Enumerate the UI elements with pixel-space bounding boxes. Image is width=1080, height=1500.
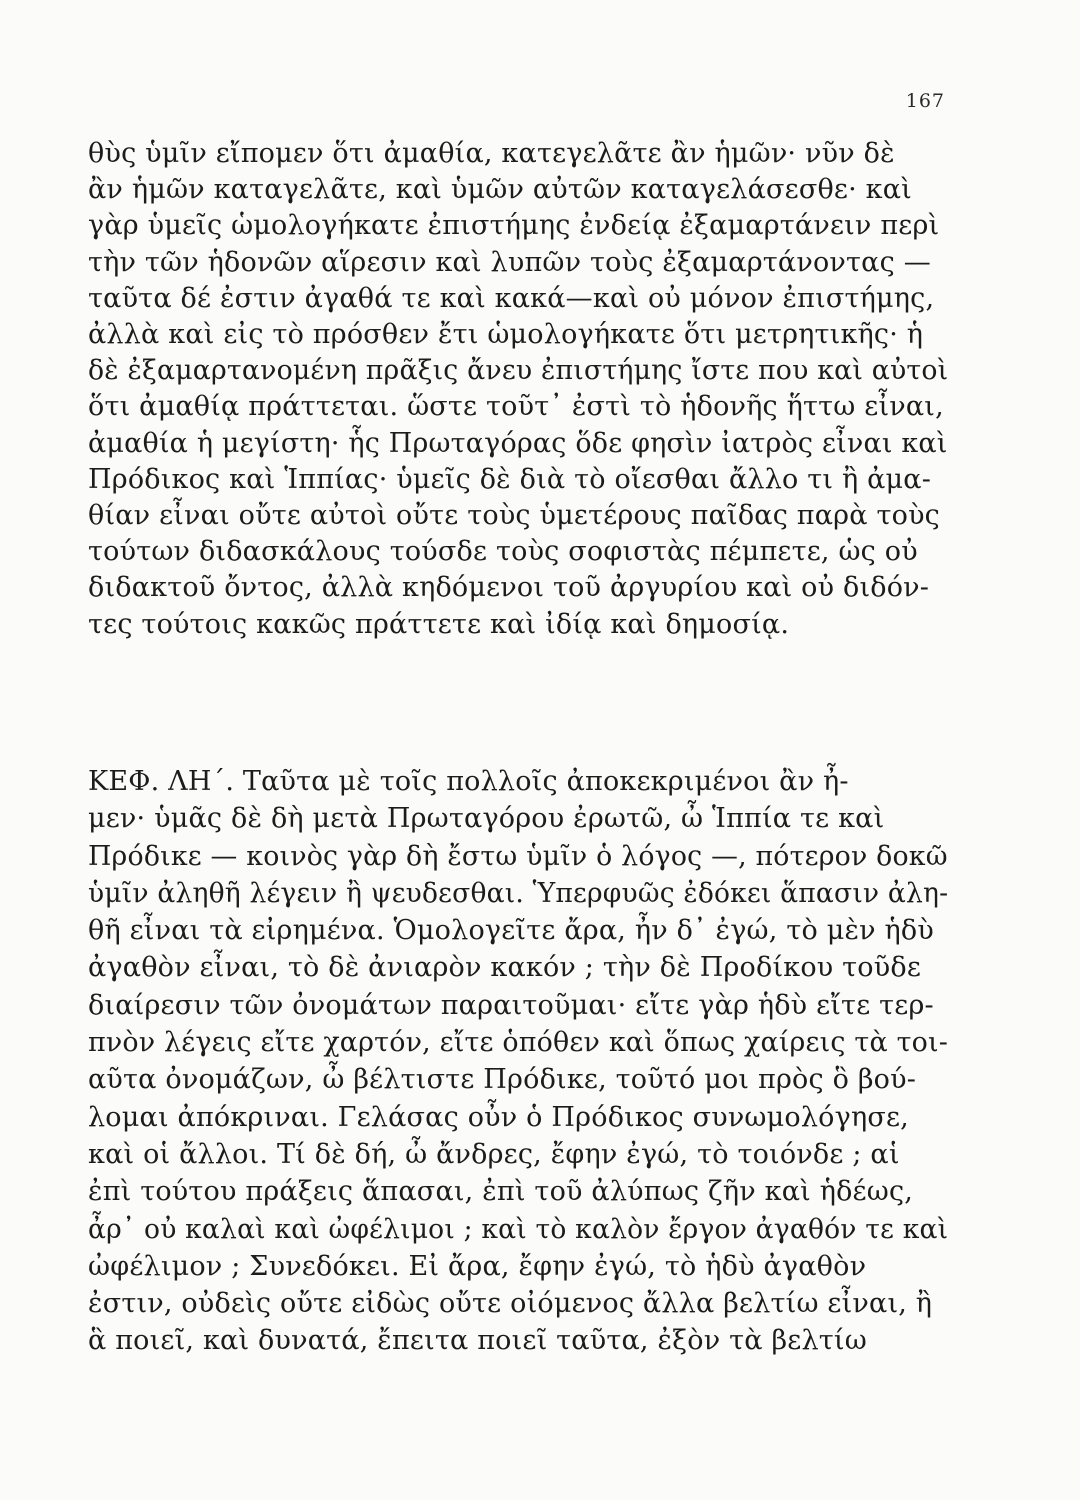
text-line: ἂν ἡμῶν καταγελᾶτε, καὶ ὑμῶν αὐτῶν καταγελάσεσθε· καὶ bbox=[88, 174, 912, 206]
text-line: ἆρ᾽ οὐ καλαὶ καὶ ὠφέλιμοι ; καὶ τὸ καλὸν ἔργον ἀγαθόν τε καὶ bbox=[88, 1213, 949, 1245]
paragraph-chapter-38 bbox=[88, 763, 948, 1360]
text-line: καὶ οἱ ἄλλοι. Τί δὲ δή, ὦ ἄνδρες, ἔφην ἐγώ, τὸ τοιόνδε ; αἱ bbox=[88, 1138, 900, 1170]
text-line: ἃ ποιεῖ, καὶ δυνατά, ἔπειτα ποιεῖ ταῦτα, ἐξὸν τὰ βελτίω bbox=[88, 1325, 867, 1357]
text-line: ΚΕΦ. ΛΗ΄. Ταῦτα μὲ τοῖς πολλοῖς ἀποκεκριμένοι ἂν ἦ- bbox=[88, 766, 849, 797]
text-line: Πρόδικε — κοινὸς γὰρ δὴ ἔστω ὑμῖν ὁ λόγος —, πότερον δοκῶ bbox=[88, 840, 948, 872]
text-line: ἐπὶ τούτου πράξεις ἅπασαι, ἐπὶ τοῦ ἀλύπως ζῆν καὶ ἡδέως, bbox=[88, 1176, 914, 1208]
text-line: τες τούτοις κακῶς πράττετε καὶ ἰδίᾳ καὶ δημοσίᾳ. bbox=[88, 608, 790, 640]
text-line: διδακτοῦ ὄντος, ἀλλὰ κηδόμενοι τοῦ ἀργυρίου καὶ οὐ διδόν- bbox=[88, 572, 930, 604]
text-line: ὠφέλιμον ; Συνεδόκει. Εἰ ἄρα, ἔφην ἐγώ, τὸ ἡδὺ ἀγαθὸν bbox=[88, 1250, 867, 1282]
text-line: ἀλλὰ καὶ εἰς τὸ πρόσθεν ἔτι ὡμολογήκατε ὅτι μετρητικῆς· ἡ bbox=[88, 319, 924, 351]
text-line: λομαι ἀπόκριναι. Γελάσας οὖν ὁ Πρόδικος συνωμολόγησε, bbox=[88, 1101, 909, 1133]
text-line: ὅτι ἀμαθίᾳ πράττεται. ὥστε τοῦτ᾽ ἐστὶ τὸ ἡδονῆς ἥττω εἶναι, bbox=[88, 391, 944, 423]
page-number: 167 bbox=[905, 90, 945, 112]
text-line: θῆ εἶναι τὰ εἰρημένα. Ὁμολογεῖτε ἄρα, ἦν δ᾽ ἐγώ, τὸ μὲν ἡδὺ bbox=[88, 915, 934, 947]
text-line: μεν· ὑμᾶς δὲ δὴ μετὰ Πρωταγόρου ἐρωτῶ, ὦ Ἱππία τε καὶ bbox=[88, 803, 885, 835]
text-line: ὑμῖν ἀληθῆ λέγειν ἢ ψευδεσθαι. Ὑπερφυῶς ἐδόκει ἅπασιν ἀλη- bbox=[88, 877, 949, 909]
text-line: θὺς ὑμῖν εἴπομεν ὅτι ἀμαθία, κατεγελᾶτε ἂν ἡμῶν· νῦν δὲ bbox=[88, 138, 895, 169]
text-line: γὰρ ὑμεῖς ὡμολογήκατε ἐπιστήμης ἐνδείᾳ ἐξαμαρτάνειν περὶ bbox=[88, 210, 940, 242]
text-line: θίαν εἶναι οὔτε αὐτοὶ οὔτε τοὺς ὑμετέρους παῖδας παρὰ τοὺς bbox=[88, 500, 941, 532]
text-line: ταῦτα δέ ἐστιν ἀγαθά τε καὶ κακά—καὶ οὐ μόνον ἐπιστήμης, bbox=[88, 282, 935, 314]
text-line: ἀγαθὸν εἶναι, τὸ δὲ ἀνιαρὸν κακόν ; τὴν δὲ Προδίκου τοῦδε bbox=[88, 952, 922, 984]
text-line: Πρόδικος καὶ Ἱππίας· ὑμεῖς δὲ διὰ τὸ οἴεσθαι ἄλλο τι ἢ ἀμα- bbox=[88, 463, 932, 495]
text-line: ἐστιν, οὐδεὶς οὔτε εἰδὼς οὔτε οἰόμενος ἄλλα βελτίω εἶναι, ἢ bbox=[88, 1288, 933, 1320]
text-line: αῦτα ὀνομάζων, ὦ βέλτιστε Πρόδικε, τοῦτό μοι πρὸς ὃ βού- bbox=[88, 1064, 917, 1096]
text-line: τὴν τῶν ἡδονῶν αἵρεσιν καὶ λυπῶν τοὺς ἐξαμαρτάνοντας — bbox=[88, 246, 931, 278]
paragraph-continuation bbox=[88, 136, 948, 643]
text-line: διαίρεσιν τῶν ὀνομάτων παραιτοῦμαι· εἴτε γὰρ ἡδὺ εἴτε τερ- bbox=[88, 989, 934, 1021]
text-line: ἀμαθία ἡ μεγίστη· ἧς Πρωταγόρας ὅδε φησὶν ἰατρὸς εἶναι καὶ bbox=[88, 427, 948, 459]
text-line: δὲ ἐξαμαρτανομένη πρᾶξις ἄνευ ἐπιστήμης ἴστε που καὶ αὐτοὶ bbox=[88, 355, 949, 387]
text-line: τούτων διδασκάλους τούσδε τοὺς σοφιστὰς πέμπετε, ὡς οὐ bbox=[88, 536, 918, 568]
text-line: πνὸν λέγεις εἴτε χαρτόν, εἴτε ὁπόθεν καὶ ὅπως χαίρεις τὰ τοι- bbox=[88, 1027, 949, 1059]
